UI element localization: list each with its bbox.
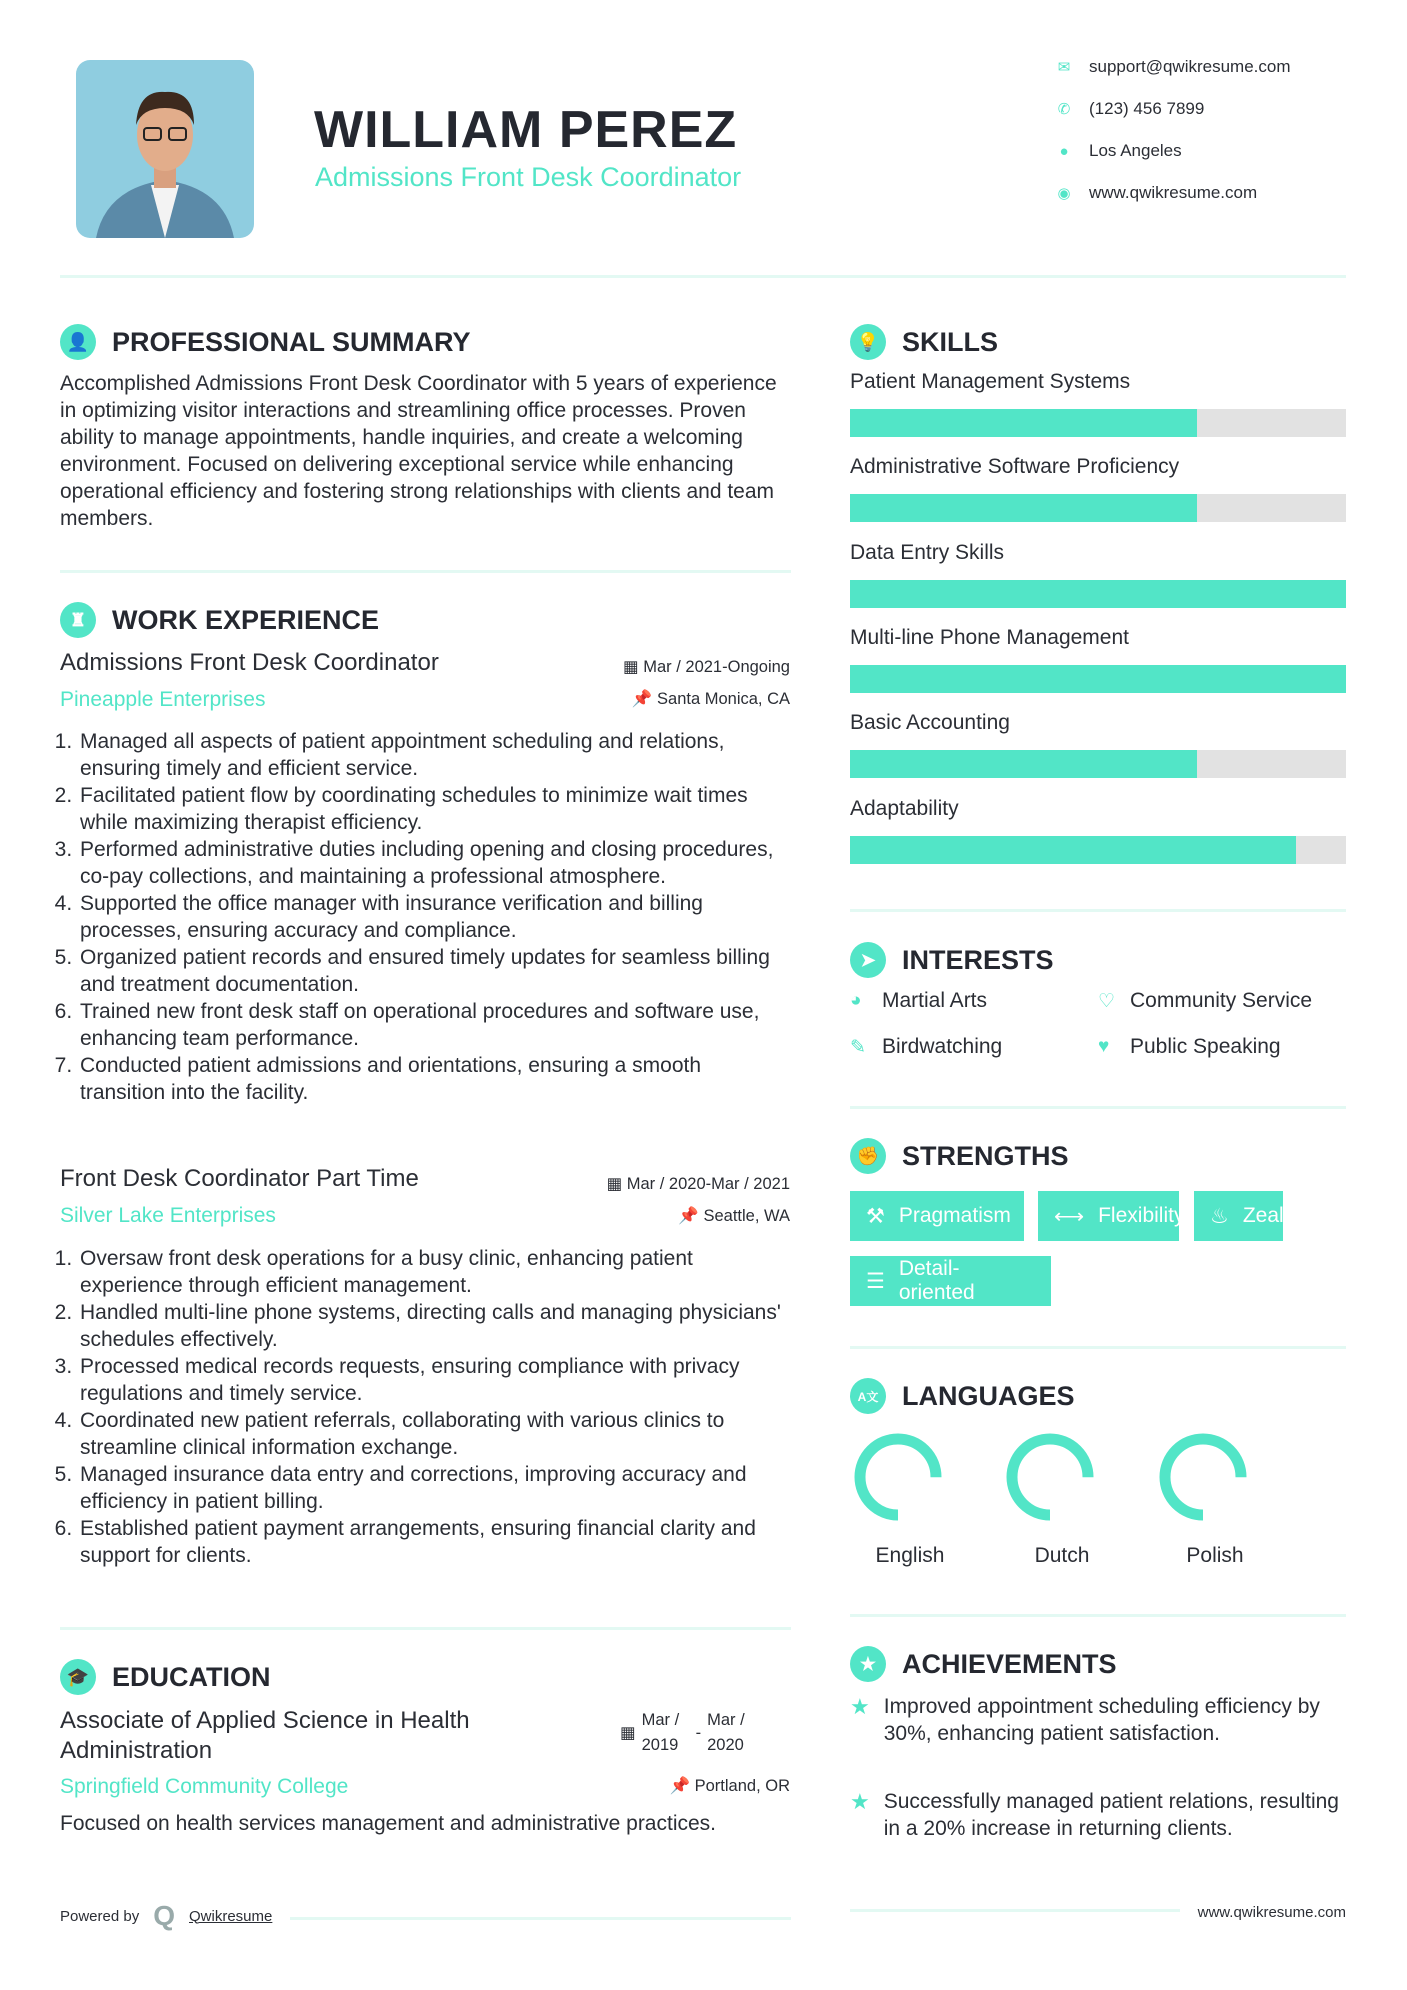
school-location xyxy=(669,1777,790,1796)
star-badge-icon: ★ xyxy=(850,1646,886,1682)
pushpin-icon: 📌 xyxy=(678,1207,704,1225)
job-date xyxy=(623,657,790,677)
brand-link[interactable]: Qwikresume xyxy=(189,1907,273,1925)
date-text: Mar / 2020-Mar / 2021 xyxy=(626,1175,790,1193)
pushpin-icon: 📌 xyxy=(669,1777,695,1795)
heartbeat-icon: ♥ xyxy=(1098,1036,1110,1057)
contact-text: www.qwikresume.com xyxy=(1089,183,1258,202)
skill-label: Basic Accounting xyxy=(850,711,1010,735)
skill-bar-fill xyxy=(850,836,1296,864)
strength-badge xyxy=(850,1256,1051,1306)
end-date: Mar / 2020 xyxy=(707,1711,745,1754)
section-title: LANGUAGES xyxy=(902,1380,1075,1411)
strength-badge xyxy=(1038,1191,1185,1241)
achievement-text: Successfully managed patient relations, resulting in a 20% increase in returning clients. xyxy=(883,1790,1339,1840)
job-date xyxy=(607,1174,790,1194)
location-text: Seattle, WA xyxy=(703,1207,790,1225)
strengths-heading xyxy=(850,1138,1069,1174)
achievement-text: Improved appointment scheduling efficiency by 30%, enhancing patient satisfaction. xyxy=(883,1695,1320,1745)
skill-bar-fill xyxy=(850,409,1197,437)
skill-bar-fill xyxy=(850,580,1346,608)
arrows-horizontal-icon: ⟷ xyxy=(1054,1204,1085,1228)
candidate-name: WILLIAM PEREZ xyxy=(314,101,738,159)
profile-photo xyxy=(76,60,254,238)
powered-by-text: Powered by xyxy=(60,1907,140,1925)
language-level-arc xyxy=(1012,1439,1088,1515)
interest-label: Public Speaking xyxy=(1130,1035,1281,1058)
skill-label: Administrative Software Proficiency xyxy=(850,455,1180,479)
date-text: Mar / 2021-Ongoing xyxy=(643,658,790,676)
paper-plane-icon: ➤ xyxy=(850,942,886,978)
contact-text: (123) 456 7899 xyxy=(1089,99,1205,118)
section-title: STRENGTHS xyxy=(902,1140,1069,1171)
divider xyxy=(850,1346,1346,1349)
strength-badge xyxy=(1194,1191,1283,1241)
lightbulb-icon: 💡 xyxy=(850,324,886,360)
education-dates xyxy=(620,1708,759,1758)
calendar-icon: ▦ xyxy=(620,1724,636,1742)
graduate-icon: 🎓 xyxy=(60,1659,96,1695)
skill-bar-fill xyxy=(850,665,1346,693)
skill-bar xyxy=(850,750,1346,778)
skill-label: Data Entry Skills xyxy=(850,540,1005,564)
skill-label: Adaptability xyxy=(850,796,959,820)
achievement-item xyxy=(850,1788,1346,1842)
job-responsibilities xyxy=(60,728,790,1106)
skill-bar xyxy=(850,580,1346,608)
summary-heading xyxy=(60,324,471,360)
language-label: Dutch xyxy=(1034,1544,1090,1567)
language-ring xyxy=(848,1427,948,1527)
location-text: Portland, OR xyxy=(694,1777,790,1795)
star-icon: ★ xyxy=(850,1789,870,1814)
company-name: Silver Lake Enterprises xyxy=(60,1204,276,1227)
divider xyxy=(850,1909,1180,1912)
language-ring xyxy=(1000,1427,1100,1527)
interest-label: Community Service xyxy=(1130,989,1313,1012)
company-name: Pineapple Enterprises xyxy=(60,688,266,711)
phone-icon: ✆ xyxy=(1057,101,1071,118)
header-divider xyxy=(60,275,1346,278)
chair-icon: ♜ xyxy=(60,602,96,638)
skill-bar xyxy=(850,409,1346,437)
calendar-icon: ▦ xyxy=(606,1175,627,1193)
strength-label: Zeal xyxy=(1242,1204,1284,1227)
calendar-icon: ▦ xyxy=(623,658,644,676)
interests-heading xyxy=(850,942,1054,978)
job-location xyxy=(678,1207,790,1226)
interest-item xyxy=(1098,1035,1281,1059)
responsibility-item: 4. Supported the office manager with insurance verification and billing processes, ensuring accuracy and compliance. xyxy=(78,890,790,944)
language-icon: A文 xyxy=(850,1378,886,1414)
gavel-icon: ⚒ xyxy=(866,1204,885,1228)
divider xyxy=(60,1627,791,1630)
responsibility-item: 4. Coordinated new patient referrals, collaborating with various clinics to streamline clinical information exchange. xyxy=(78,1407,790,1461)
candidate-title: Admissions Front Desk Coordinator xyxy=(315,162,742,192)
language-ring xyxy=(1153,1427,1253,1527)
contact-email[interactable] xyxy=(1055,57,1291,77)
skill-bar xyxy=(850,836,1346,864)
skill-bar-fill xyxy=(850,494,1197,522)
fire-icon: ♨ xyxy=(1210,1204,1229,1228)
interest-item xyxy=(850,989,987,1013)
responsibility-item: 6. Established patient payment arrangements, ensuring financial clarity and support for clients. xyxy=(78,1515,790,1569)
work-heading xyxy=(60,602,379,638)
strength-badge xyxy=(850,1191,1024,1241)
divider xyxy=(850,1106,1346,1109)
strength-label: Pragmatism xyxy=(898,1204,1011,1227)
strength-label: Flexibility xyxy=(1098,1204,1185,1227)
section-title: SKILLS xyxy=(902,326,999,357)
divider xyxy=(290,1917,791,1920)
divider xyxy=(850,1614,1346,1617)
skill-bar xyxy=(850,494,1346,522)
interest-label: Martial Arts xyxy=(882,989,988,1012)
skills-heading xyxy=(850,324,998,360)
job-location xyxy=(632,690,790,709)
responsibility-item: 3. Performed administrative duties including opening and closing procedures, co-pay collections, and maintaining a professional atmosphere. xyxy=(78,836,790,890)
edit-icon: ✎ xyxy=(850,1036,866,1058)
responsibility-item: 3. Processed medical records requests, ensuring compliance with privacy regulations and timely service. xyxy=(78,1353,790,1407)
contact-text: Los Angeles xyxy=(1089,141,1182,160)
responsibility-item: 1. Managed all aspects of patient appointment scheduling and relations, ensuring timely and efficient service. xyxy=(78,728,790,782)
responsibility-item: 5. Managed insurance data entry and corrections, improving accuracy and efficiency in patient billing. xyxy=(78,1461,790,1515)
contact-location xyxy=(1055,141,1182,161)
start-date: Mar / 2019 xyxy=(641,1711,680,1754)
contact-phone[interactable] xyxy=(1055,99,1204,119)
list-icon: ☰ xyxy=(866,1269,885,1293)
interest-item xyxy=(1098,989,1312,1013)
section-title: PROFESSIONAL SUMMARY xyxy=(112,326,471,357)
globe-icon: ◕ xyxy=(850,990,862,1011)
language-level-arc xyxy=(860,1439,936,1515)
responsibility-item: 6. Trained new front desk staff on operational procedures and software use, enhancing team performance. xyxy=(78,998,790,1052)
responsibility-item: 1. Oversaw front desk operations for a busy clinic, enhancing patient experience through efficient management. xyxy=(78,1245,790,1299)
qwikresume-logo-icon: Q xyxy=(153,1900,175,1931)
interest-label: Birdwatching xyxy=(882,1035,1003,1058)
skill-label: Patient Management Systems xyxy=(850,370,1131,393)
skill-bar xyxy=(850,665,1346,693)
language-label: English xyxy=(875,1544,945,1567)
user-icon: 👤 xyxy=(60,324,96,360)
location-text: Santa Monica, CA xyxy=(657,690,790,708)
star-icon: ★ xyxy=(850,1694,870,1719)
divider xyxy=(60,570,791,573)
responsibility-item: 5. Organized patient records and ensured timely updates for seamless billing and treatment documentation. xyxy=(78,944,790,998)
section-title: WORK EXPERIENCE xyxy=(112,604,380,635)
languages-heading xyxy=(850,1378,1075,1414)
heart-outline-icon: ♡ xyxy=(1098,990,1116,1012)
envelope-icon: ✉ xyxy=(1057,59,1071,76)
skill-label: Multi-line Phone Management xyxy=(850,625,1129,649)
school-name: Springfield Community College xyxy=(60,1775,349,1798)
footer-website[interactable]: www.qwikresume.com xyxy=(1197,1904,1346,1921)
summary-text: Accomplished Admissions Front Desk Coordinator with 5 years of experience in optimizing visitor interactions and streamlining office processes. Proven ability to manage appointments, handle inquiries, and create a welcoming environment. Focused on delivering exceptional service while enhancing operational efficiency and fostering strong relationships with clients and team members. xyxy=(60,372,777,530)
interest-item xyxy=(850,1035,1002,1059)
section-title: EDUCATION xyxy=(112,1661,271,1692)
responsibility-item: 7. Conducted patient admissions and orientations, ensuring a smooth transition into the facility. xyxy=(78,1052,790,1106)
strength-label: Detail-oriented xyxy=(898,1257,975,1304)
contact-text: support@qwikresume.com xyxy=(1089,57,1291,76)
section-title: ACHIEVEMENTS xyxy=(902,1648,1117,1679)
contact-website[interactable] xyxy=(1055,183,1257,203)
responsibility-item: 2. Handled multi-line phone systems, directing calls and managing physicians' schedules effectively. xyxy=(78,1299,790,1353)
responsibility-item: 2. Facilitated patient flow by coordinating schedules to minimize wait times while maximizing therapist efficiency. xyxy=(78,782,790,836)
location-pin-icon: ● xyxy=(1059,142,1069,160)
divider xyxy=(850,909,1346,912)
language-level-arc xyxy=(1165,1439,1241,1515)
globe-icon: ◉ xyxy=(1057,185,1071,202)
education-heading xyxy=(60,1659,271,1695)
powered-by xyxy=(60,1900,272,1932)
achievement-item xyxy=(850,1693,1346,1747)
fist-icon: ✊ xyxy=(850,1138,886,1174)
skill-bar-fill xyxy=(850,750,1197,778)
job-title: Front Desk Coordinator Part Time xyxy=(60,1165,419,1192)
education-description: Focused on health services management and administrative practices. xyxy=(60,1812,717,1835)
achievements-heading xyxy=(850,1646,1117,1682)
pushpin-icon: 📌 xyxy=(631,690,658,708)
job-responsibilities xyxy=(60,1245,790,1569)
date-separator: - xyxy=(695,1723,702,1742)
language-label: Polish xyxy=(1186,1544,1244,1567)
degree-title: Associate of Applied Science in Health Administration xyxy=(60,1707,470,1764)
section-title: INTERESTS xyxy=(902,944,1054,975)
job-title: Admissions Front Desk Coordinator xyxy=(60,649,439,676)
